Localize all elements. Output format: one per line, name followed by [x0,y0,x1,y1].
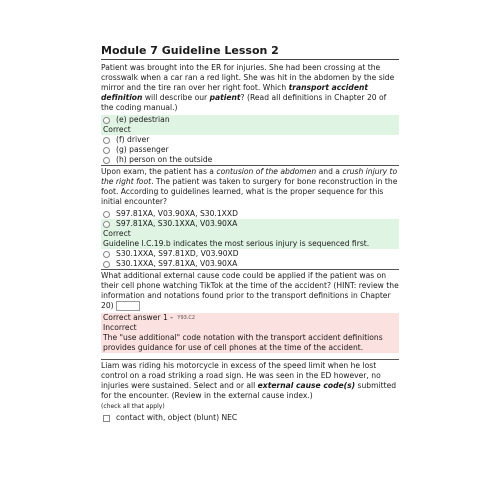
checkbox-icon[interactable] [103,415,110,422]
q2-option-1[interactable]: S97.81XA, V03.90XA, S30.1XXD [101,209,399,219]
q2-explanation: Guideline I.C.19.b indicates the most serious injury is sequenced first. [103,239,370,248]
q3-correct-answer: Correct answer 1 - Y93.C2 [103,313,196,322]
q1-option-g[interactable]: (g) passenger [101,145,399,155]
q1-feedback: Correct [103,125,131,134]
q2-option-2[interactable]: S97.81XA, S30.1XXA, V03.90XA [101,219,399,229]
radio-icon[interactable] [103,261,110,268]
radio-icon[interactable] [103,147,110,154]
q1-option-e[interactable]: (e) pedestrian [101,115,399,125]
q2-option-3[interactable]: S30.1XXA, S97.81XD, V03.90XD [101,249,399,259]
q1-option-f[interactable]: (f) driver [101,135,399,145]
radio-icon[interactable] [103,251,110,258]
q4-option-1[interactable]: contact with, object (blunt) NEC [101,413,399,423]
q3-explanation: The "use additional" code notation with the transport accident definitions provides guidance for use of cell phones at the time of the accident. [103,333,383,352]
lesson-content [101,44,399,423]
correct-answer-tag: Y93.C2 [177,315,196,321]
q2-option-4[interactable]: S30.1XXA, S97.81XA, V03.90XA [101,259,399,269]
radio-icon[interactable] [103,221,110,228]
q3-feedback: Incorrect [103,323,137,332]
q2-feedback: Correct [103,229,131,238]
question-1-text: Patient was brought into the ER for injuries. She had been crossing at the crosswalk when a car ran a red light. She was hit in the abdomen by the side mirror and the tire ran over her right foot. Which transport accident definition will describe our patient? (Read all definitions in Chapter 20 of the coding manual.) [101,63,395,112]
radio-icon[interactable] [103,211,110,218]
radio-icon[interactable] [103,117,110,124]
q1-option-h[interactable]: (h) person on the outside [101,155,399,165]
q4-hint: (check all that apply) [101,403,165,410]
question-3-text: What additional external cause code could be applied if the patient was on their cell phone watching TikTok at the time of the accident? (HINT: review the information and notations found prior to the transport definitions in Chapter 20) [101,271,399,310]
question-3-incorrect-block [101,313,399,353]
question-2-text: Upon exam, the patient has a contusion of the abdomen and a crush injury to the right foot. The patient was taken to surgery for bone reconstruction in the foot. According to guidelines learned, what is the proper sequence for this initial encounter? [101,167,398,206]
question-4-text: Liam was riding his motorcycle in excess of the speed limit when he lost control on a road striking a road sign. He was seen in the ED however, no injuries were sustained. Select and or all external cause code(s) submitted for the encounter. (Review in the external cause index.) [101,359,399,401]
question-1-correct-block [101,115,399,135]
radio-icon[interactable] [103,137,110,144]
radio-icon[interactable] [103,157,110,164]
answer-input[interactable] [116,301,140,311]
page-title: Module 7 Guideline Lesson 2 [101,44,399,60]
question-2-correct-block [101,219,399,249]
